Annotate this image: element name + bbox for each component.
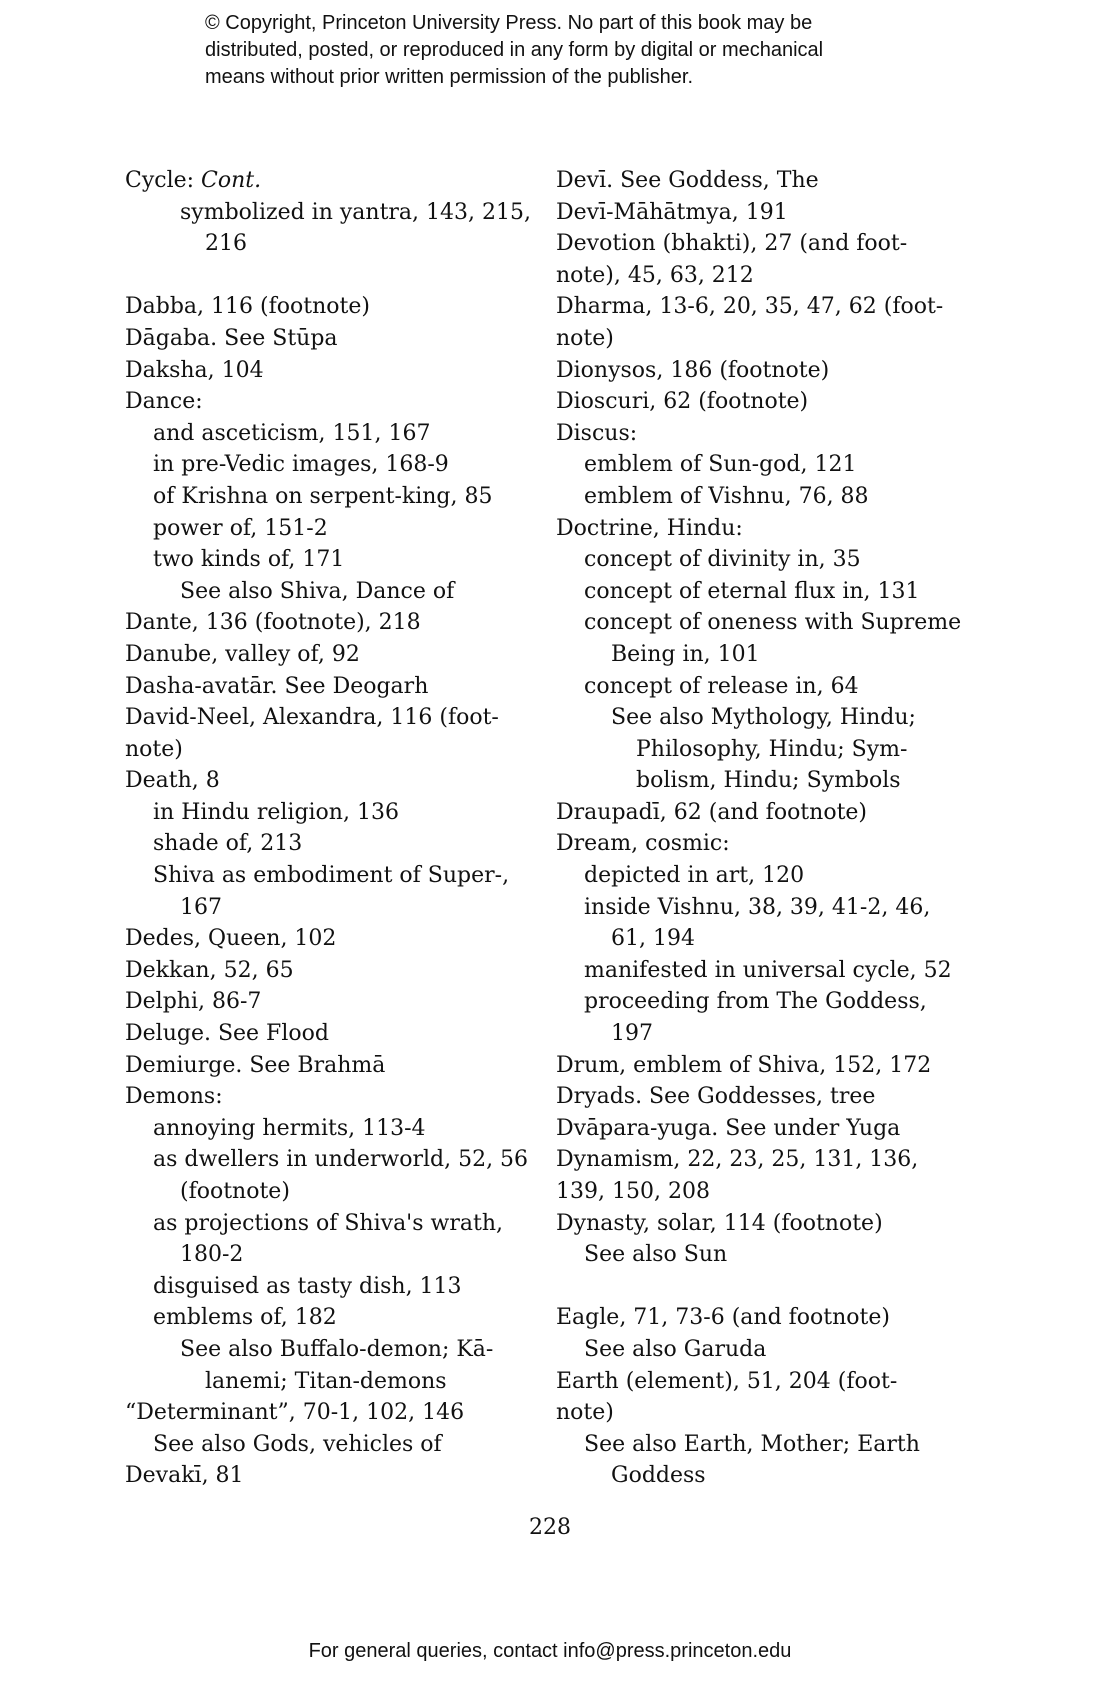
index-entry-text: inside Vishnu, 38, 39, 41-2, 46, [584,894,931,920]
index-entry [125,1397,545,1429]
index-entry [125,481,545,513]
index-entry-text: power of, 151-2 [153,515,328,541]
index-entry [125,544,545,576]
index-entry [556,165,956,197]
index-entry-text: Dasha-avatār. See Deogarh [125,673,429,699]
page-number: 228 [529,1515,571,1540]
index-entry [556,765,956,797]
index-entry [556,576,956,608]
index-left-column [125,165,545,1492]
index-entry [556,291,956,323]
index-entry [556,1302,956,1334]
index-entry [556,228,956,260]
index-spacer [125,260,545,292]
index-entry [556,418,956,450]
index-entry-text: concept of eternal flux in, 131 [584,578,920,604]
index-entry [556,544,956,576]
index-entry [556,1239,956,1271]
index-entry [125,197,545,229]
index-entry-text: Demiurge. See Brahmā [125,1052,386,1078]
index-entry [125,671,545,703]
index-entry-text: 216 [205,231,247,257]
index-entry-text: See also Buffalo-demon; Kā- [180,1336,494,1362]
index-entry-text: of Krishna on serpent-king, 85 [153,483,493,509]
index-entry-text: emblem of Vishnu, 76, 88 [584,483,869,509]
index-entry-text: Draupadī, 62 (and footnote) [556,799,868,825]
index-entry-text: Devī-Māhātmya, 191 [556,199,788,225]
index-entry [556,1081,956,1113]
index-entry-text: and asceticism, 151, 167 [153,420,431,446]
index-entry-text: symbolized in yantra, 143, 215, [180,199,532,225]
index-entry [556,1113,956,1145]
index-entry-text: Devotion (bhakti), 27 (and foot- [556,231,908,257]
index-entry-text: 139, 150, 208 [556,1179,710,1204]
index-entry-text: Dāgaba. See Stūpa [125,325,338,351]
index-entry [556,639,956,671]
index-entry [556,1460,956,1492]
index-entry-text: concept of oneness with Supreme [584,610,962,636]
index-entry [125,1460,545,1492]
index-entry [125,418,545,450]
index-entry [125,797,545,829]
index-entry-text: “Determinant”, 70-1, 102, 146 [125,1400,465,1426]
index-entry [125,291,545,323]
index-entry-text: Philosophy, Hindu; Sym- [636,736,908,762]
index-entry-text: Dionysos, 186 (footnote) [556,357,830,383]
index-entry-text: Deluge. See Flood [125,1021,329,1047]
index-entry [556,607,962,639]
index-entry [125,1429,545,1461]
index-entry [125,860,545,892]
index-entry [125,386,545,418]
index-entry-text: Dynamism, 22, 23, 25, 131, 136, [556,1147,919,1173]
index-entry-text: emblem of Sun-god, 121 [584,452,857,478]
index-entry-text: bolism, Hindu; Symbols [636,768,901,794]
index-entry-text: concept of release in, 64 [584,673,859,699]
index-entry-text: Goddess [611,1463,706,1489]
index-entry [125,955,545,987]
index-entry-continuation-mark: Cont. [201,168,262,193]
index-entry-text: Delphi, 86-7 [125,989,262,1015]
index-entry [556,1176,956,1208]
index-entry-text: lanemi; Titan-demons [205,1368,447,1394]
index-entry-text: Dekkan, 52, 65 [125,957,294,983]
index-entry [556,671,956,703]
copyright-notice-line: © Copyright, Princeton University Press. No part of this book may be [205,12,813,34]
index-entry-text: Devakī, 81 [125,1463,244,1489]
index-entry [125,1176,545,1208]
index-entry [556,197,956,229]
index-entry [556,828,956,860]
index-entry [556,1366,956,1398]
index-entry [125,513,545,545]
index-entry [125,1334,545,1366]
index-entry-text: emblems of, 182 [153,1305,337,1331]
index-entry [125,828,545,860]
index-entry [556,481,956,513]
index-entry [556,1208,956,1240]
index-entry [125,702,545,734]
index-entry [556,513,956,545]
index-entry-text: Demons: [125,1084,223,1110]
index-entry-text: 197 [611,1021,653,1047]
index-entry [556,702,956,734]
index-spacer [556,1271,956,1303]
index-entry-text: note) [556,325,614,351]
index-entry-text: Dvāpara-yuga. See under Yuga [556,1115,901,1141]
index-entry-text: note) [125,736,183,762]
index-entry [556,797,956,829]
index-entry [125,1113,545,1145]
index-entry [125,1018,545,1050]
index-entry-text: See also Sun [584,1242,728,1268]
index-entry [125,765,545,797]
index-entry [125,228,545,260]
index-entry [125,1302,545,1334]
index-entry-text: Discus: [556,420,638,446]
index-entry-text: Cycle: [125,168,202,193]
index-entry-text: note) [556,1400,614,1426]
index-entry-text: as projections of Shiva's wrath, [153,1210,503,1236]
index-entry [556,1050,956,1082]
index-entry-text: disguised as tasty dish, 113 [153,1273,462,1299]
index-entry [556,386,956,418]
index-entry-text: manifested in universal cycle, 52 [584,957,952,983]
footer-contact: For general queries, contact info@press.princeton.edu [308,1640,792,1662]
index-entry-text: Dedes, Queen, 102 [125,926,337,952]
index-entry [556,955,956,987]
index-entry [556,449,956,481]
index-entry [125,1366,545,1398]
index-entry-text: Being in, 101 [611,641,760,667]
index-entry-text: note), 45, 63, 212 [556,262,754,288]
index-entry-text: Devī. See Goddess, The [556,168,819,193]
index-entry [125,1208,545,1240]
index-entry [556,260,956,292]
index-entry-text: Doctrine, Hindu: [556,515,743,541]
index-entry [125,986,545,1018]
index-entry-text: Dryads. See Goddesses, tree [556,1084,876,1110]
index-entry-text: 167 [180,894,222,920]
index-entry [125,923,545,955]
index-entry [556,1397,956,1429]
index-entry-text: Dream, cosmic: [556,831,730,857]
index-entry [556,323,956,355]
index-entry-text: two kinds of, 171 [153,547,345,573]
copyright-notice-line: means without prior written permission of the publisher. [205,66,694,88]
index-entry [125,355,545,387]
index-entry-text: in pre-Vedic images, 168-9 [153,452,449,478]
index-entry [556,355,956,387]
copyright-notice-line: distributed, posted, or reproduced in any form by digital or mechanical [205,39,824,61]
index-right-column [556,165,962,1492]
index-entry-text: Death, 8 [125,768,220,794]
index-entry-text: Dabba, 116 (footnote) [125,294,370,320]
index-entry-text: See also Shiva, Dance of [180,578,455,604]
index-entry [556,1334,956,1366]
index-entry-text: as dwellers in underworld, 52, 56 [153,1147,529,1173]
index-entry [125,1144,545,1176]
index-entry-text: Dharma, 13-6, 20, 35, 47, 62 (foot- [556,294,944,320]
index-entry-text: shade of, 213 [153,831,303,857]
index-entry-text: Dynasty, solar, 114 (footnote) [556,1210,883,1236]
index-entry-text: Dance: [125,389,203,415]
index-entry [556,986,956,1018]
index-entry-text: concept of divinity in, 35 [584,547,861,573]
index-entry [125,734,545,766]
index-entry-text: See also Garuda [584,1336,767,1362]
index-entry-text: proceeding from The Goddess, [584,989,927,1015]
index-entry-text: David-Neel, Alexandra, 116 (foot- [125,705,499,731]
index-entry-text: Dioscuri, 62 (footnote) [556,389,809,415]
index-entry-text: (footnote) [180,1179,290,1204]
index-entry-text: Dante, 136 (footnote), 218 [125,610,421,636]
index-entry-text: in Hindu religion, 136 [153,799,399,825]
index-entry [125,639,545,671]
index-entry [125,1271,545,1303]
index-entry [125,892,545,924]
index-entry-text: Shiva as embodiment of Super-, [153,863,510,889]
index-entry [125,165,545,197]
index-entry-text: See also Gods, vehicles of [153,1431,442,1457]
index-entry-text: See also Mythology, Hindu; [611,705,916,731]
index-entry [556,923,956,955]
index-entry-text: Eagle, 71, 73-6 (and footnote) [556,1305,890,1331]
index-entry-text: See also Earth, Mother; Earth [584,1431,920,1457]
index-entry [125,1081,545,1113]
index-entry [125,323,545,355]
index-entry [556,1144,956,1176]
index-entry [556,860,956,892]
index-entry-text: annoying hermits, 113-4 [153,1115,426,1141]
index-entry [125,607,545,639]
index-entry [556,892,956,924]
index-entry [556,1429,956,1461]
index-entry-text: Drum, emblem of Shiva, 152, 172 [556,1052,932,1078]
index-entry-text: Daksha, 104 [125,357,264,383]
index-entry [556,734,956,766]
index-entry [125,576,545,608]
index-entry-text: 61, 194 [611,926,695,952]
index-entry [556,1018,956,1050]
index-entry-text: Danube, valley of, 92 [125,641,360,667]
index-entry [125,449,545,481]
copyright-notice [205,10,1025,91]
index-entry-text: 180-2 [180,1242,244,1268]
index-entry-text: depicted in art, 120 [584,863,805,889]
index-entry-text: Earth (element), 51, 204 (foot- [556,1368,898,1394]
index-entry [125,1239,545,1271]
index-entry [125,1050,545,1082]
